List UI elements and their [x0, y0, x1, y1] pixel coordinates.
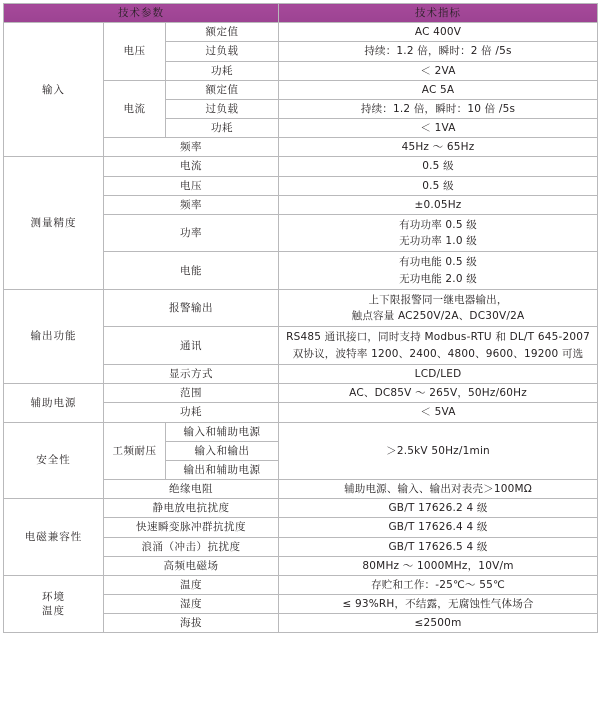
- parameter-label: 湿度: [104, 595, 279, 614]
- parameter-value: 辅助电源、输入、输出对表壳＞100MΩ: [279, 480, 598, 499]
- parameter-label: 范围: [104, 384, 279, 403]
- parameter-label: 绝缘电阻: [104, 480, 279, 499]
- group-cell: 工频耐压: [104, 422, 166, 480]
- parameter-value: 有功功率 0.5 级 无功功率 1.0 级: [279, 214, 598, 252]
- parameter-label: 频率: [104, 138, 279, 157]
- table-body: [4, 23, 598, 633]
- parameter-label: 浪涌（冲击）抗扰度: [104, 537, 279, 556]
- parameter-value: 上下限报警同一继电器输出， 触点容量 AC250V/2A、DC30V/2A: [279, 289, 598, 327]
- parameter-label: 功耗: [104, 403, 279, 422]
- parameter-label: 高频电磁场: [104, 556, 279, 575]
- parameter-value: ≤ 93%RH，不结露，无腐蚀性气体场合: [279, 595, 598, 614]
- parameter-value: AC、DC85V ～ 265V，50Hz/60Hz: [279, 384, 598, 403]
- parameter-value: ＜ 2VA: [279, 61, 598, 80]
- parameter-value: GB/T 17626.2 4 级: [279, 499, 598, 518]
- category-cell: 辅助电源: [4, 384, 104, 422]
- parameter-value: AC 400V: [279, 23, 598, 42]
- category-cell: 环境 温度: [4, 575, 104, 633]
- parameter-value: RS485 通讯接口，同时支持 Modbus-RTU 和 DL/T 645-2007 双协议，波特率 1200、2400、4800、9600、19200 可选: [279, 327, 598, 365]
- parameter-value: 持续：1.2 倍，瞬时：2 倍 /5s: [279, 42, 598, 61]
- parameter-label: 通讯: [104, 327, 279, 365]
- parameter-value: 持续：1.2 倍，瞬时：10 倍 /5s: [279, 99, 598, 118]
- category-cell: 输出功能: [4, 289, 104, 383]
- parameter-label: 额定值: [166, 23, 279, 42]
- table-row: [4, 499, 598, 518]
- parameter-value: 80MHz ～ 1000MHz，10V/m: [279, 556, 598, 575]
- parameter-label: 温度: [104, 575, 279, 594]
- parameter-label: 报警输出: [104, 289, 279, 327]
- parameter-value: ＞2.5kV 50Hz/1min: [279, 422, 598, 480]
- parameter-value: 有功电能 0.5 级 无功电能 2.0 级: [279, 252, 598, 290]
- parameter-label: 快速瞬变脉冲群抗扰度: [104, 518, 279, 537]
- group-cell: 电压: [104, 23, 166, 81]
- category-cell: 输入: [4, 23, 104, 157]
- parameter-label: 显示方式: [104, 365, 279, 384]
- parameter-label: 海拔: [104, 614, 279, 633]
- parameter-value: ≤2500m: [279, 614, 598, 633]
- table-row: [4, 575, 598, 594]
- parameter-label: 功耗: [166, 61, 279, 80]
- table-row: [4, 23, 598, 42]
- parameter-label: 电流: [104, 157, 279, 176]
- parameter-label: 过负载: [166, 99, 279, 118]
- group-cell: 电流: [104, 80, 166, 138]
- parameter-value: 0.5 级: [279, 157, 598, 176]
- parameter-label: 静电放电抗扰度: [104, 499, 279, 518]
- parameter-value: 45Hz ～ 65Hz: [279, 138, 598, 157]
- header-parameter: 技术参数: [4, 4, 279, 23]
- table-header-row: [4, 4, 598, 23]
- parameter-value: 存贮和工作：-25℃～ 55℃: [279, 575, 598, 594]
- category-cell: 电磁兼容性: [4, 499, 104, 576]
- parameter-value: ±0.05Hz: [279, 195, 598, 214]
- table-row: [4, 157, 598, 176]
- parameter-label: 电能: [104, 252, 279, 290]
- parameter-value: LCD/LED: [279, 365, 598, 384]
- parameter-label: 过负载: [166, 42, 279, 61]
- parameter-label: 输入和输出: [166, 441, 279, 460]
- parameter-label: 输入和辅助电源: [166, 422, 279, 441]
- parameter-value: AC 5A: [279, 80, 598, 99]
- parameter-label: 功率: [104, 214, 279, 252]
- table-row: [4, 289, 598, 327]
- parameter-label: 电压: [104, 176, 279, 195]
- category-cell: 安全性: [4, 422, 104, 499]
- table-header: [4, 4, 598, 23]
- table-row: [4, 422, 598, 441]
- category-cell: 测量精度: [4, 157, 104, 290]
- parameter-value: 0.5 级: [279, 176, 598, 195]
- parameter-value: GB/T 17626.5 4 级: [279, 537, 598, 556]
- parameter-label: 功耗: [166, 119, 279, 138]
- parameter-value: ＜ 5VA: [279, 403, 598, 422]
- specification-table: [3, 3, 598, 633]
- parameter-value: GB/T 17626.4 4 级: [279, 518, 598, 537]
- parameter-label: 频率: [104, 195, 279, 214]
- header-spec: 技术指标: [279, 4, 598, 23]
- parameter-label: 输出和辅助电源: [166, 460, 279, 479]
- parameter-label: 额定值: [166, 80, 279, 99]
- table-row: [4, 384, 598, 403]
- parameter-value: ＜ 1VA: [279, 119, 598, 138]
